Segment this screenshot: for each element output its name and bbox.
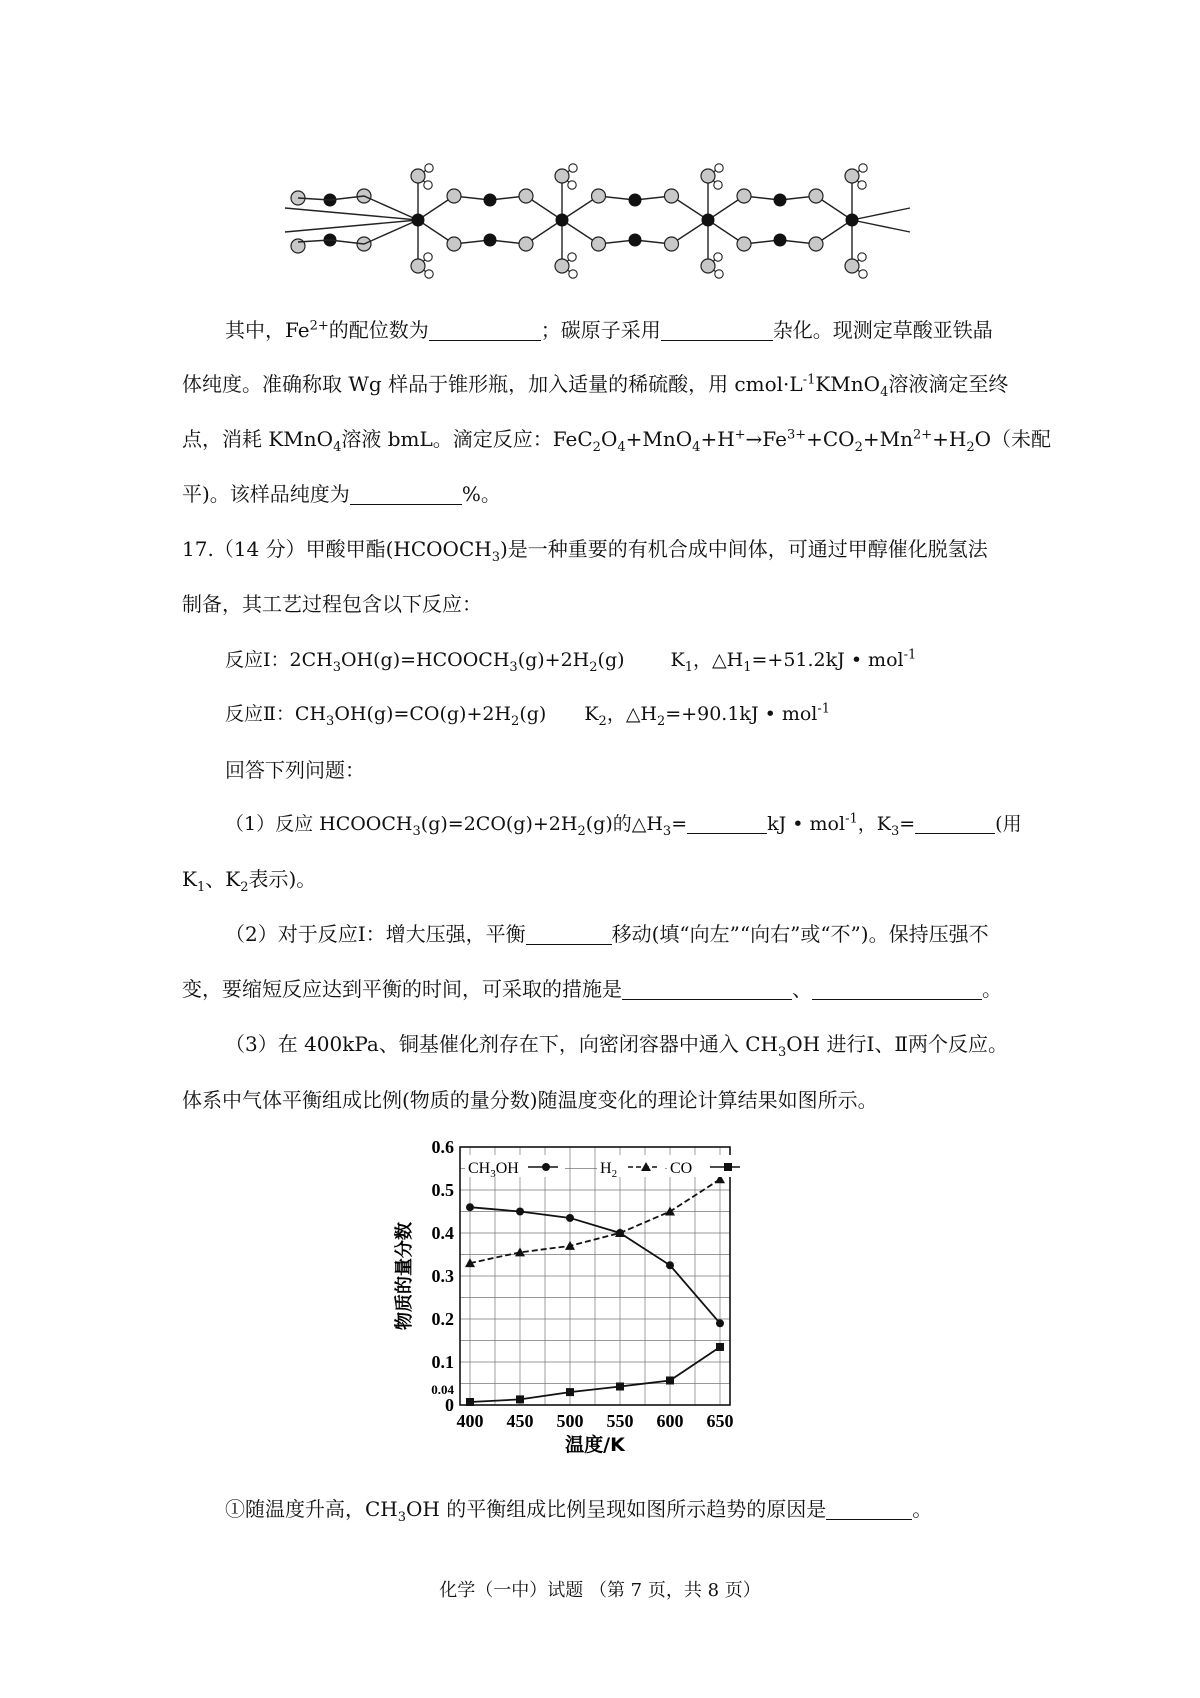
y-tick-label: 0.3 bbox=[431, 1266, 454, 1286]
answer-blank[interactable] bbox=[826, 1497, 912, 1520]
carbon-atom bbox=[774, 194, 787, 207]
oxygen-atom bbox=[519, 237, 533, 251]
iron-atom bbox=[846, 214, 859, 227]
y-tick-label: 0.6 bbox=[431, 1137, 454, 1157]
x-tick-label: 600 bbox=[656, 1411, 684, 1431]
legend-marker bbox=[724, 1163, 732, 1171]
data-point-co bbox=[666, 1376, 674, 1384]
water-oxygen-atom bbox=[411, 169, 425, 183]
data-point-h2 bbox=[665, 1207, 675, 1216]
data-point-co bbox=[516, 1395, 524, 1403]
paragraph-line: 制备，其工艺过程包含以下反应： bbox=[182, 592, 482, 616]
carbon-atom bbox=[484, 194, 497, 207]
hydrogen-atom bbox=[425, 270, 433, 278]
oxygen-atom bbox=[665, 237, 679, 251]
reaction-2: 反应Ⅱ：$CH_3OH(g)=CO(g)+2H_2(g)$ $K_2$，$\triangle H_2=+90.1kJ$ • mol$^{-1}$ bbox=[225, 701, 831, 729]
paragraph-line: 点，消耗 KMnO$_4$溶液 bmL。滴定反应：$FeC_2O_4+MnO_4+H^+\to Fe^{3+}+CO_2+Mn^{2+}+H_2O$（未配 bbox=[182, 427, 1052, 455]
hydrogen-atom bbox=[569, 164, 577, 172]
hydrogen-atom bbox=[715, 270, 723, 278]
data-point-ch3oh bbox=[466, 1203, 474, 1211]
hydrogen-atom bbox=[424, 253, 432, 261]
bond-line bbox=[852, 208, 910, 220]
bond-line bbox=[285, 220, 418, 232]
paragraph-line: 其中，$Fe^{2+}$的配位数为 ；碳原子采用 杂化。现测定草酸亚铁晶 bbox=[225, 318, 993, 342]
oxygen-atom bbox=[592, 237, 606, 251]
paragraph-line: 变，要缩短反应达到平衡的时间，可采取的措施是 、 。 bbox=[182, 977, 1002, 1001]
answer-blank[interactable] bbox=[812, 977, 982, 1000]
water-oxygen-atom bbox=[411, 259, 425, 273]
hydrogen-atom bbox=[858, 181, 866, 189]
sub-question-3: （3）在 400kPa、铜基催化剂存在下，向密闭容器中通入 $CH_3OH$ 进行Ⅰ、Ⅱ两个反应。 bbox=[225, 1032, 1008, 1060]
hydrogen-atom bbox=[568, 253, 576, 261]
chain-structure bbox=[285, 164, 910, 278]
water-oxygen-atom bbox=[555, 259, 569, 273]
carbon-atom bbox=[774, 234, 787, 247]
oxygen-atom bbox=[737, 237, 751, 251]
y-tick-label: 0.1 bbox=[431, 1352, 454, 1372]
reaction-1: 反应Ⅰ：$2CH_3OH(g)=HCOOCH_3(g)+2H_2(g)$ $K_1$，$\triangle H_1=+51.2kJ$ • mol$^{-1}$ bbox=[225, 647, 917, 675]
hydrogen-atom bbox=[715, 164, 723, 172]
oxygen-atom bbox=[809, 237, 823, 251]
x-tick-label: 400 bbox=[456, 1411, 484, 1431]
paragraph-line: 回答下列问题： bbox=[225, 758, 365, 782]
hydrogen-atom bbox=[569, 270, 577, 278]
oxygen-atom bbox=[447, 237, 461, 251]
x-tick-label: 550 bbox=[606, 1411, 634, 1431]
answer-blank[interactable] bbox=[429, 318, 541, 341]
oxygen-atom bbox=[665, 189, 679, 203]
hydrogen-atom bbox=[858, 253, 866, 261]
hydrogen-atom bbox=[568, 181, 576, 189]
legend-marker bbox=[542, 1163, 550, 1171]
iron-atom bbox=[702, 214, 715, 227]
hydrogen-atom bbox=[714, 253, 722, 261]
water-oxygen-atom bbox=[845, 259, 859, 273]
carbon-atom bbox=[484, 234, 497, 247]
data-point-co bbox=[566, 1388, 574, 1396]
chart-grid bbox=[460, 1147, 730, 1405]
data-point-ch3oh bbox=[666, 1261, 674, 1269]
oxygen-atom bbox=[592, 189, 606, 203]
sub-question-1: （1）反应 $HCOOCH_3(g)=2CO(g)+2H_2(g)$的$\triangle H_3=$ kJ • mol$^{-1}$，$K_3=$ (用 bbox=[225, 811, 1022, 839]
iron-atom bbox=[412, 214, 425, 227]
x-axis-label: 温度/K bbox=[565, 1434, 625, 1456]
hydrogen-atom bbox=[859, 164, 867, 172]
answer-blank[interactable] bbox=[350, 482, 462, 505]
bond-line bbox=[852, 220, 910, 232]
carbon-atom bbox=[629, 234, 642, 247]
legend-label: CO bbox=[670, 1160, 693, 1177]
sub-question-3-1: ①随温度升高，$CH_3OH$ 的平衡组成比例呈现如图所示趋势的原因是 。 bbox=[225, 1497, 933, 1525]
y-tick-label: 0.5 bbox=[431, 1180, 454, 1200]
coordination-chain-diagram bbox=[290, 160, 930, 290]
answer-blank[interactable] bbox=[915, 811, 995, 834]
paragraph-line: 体纯度。准确称取 Wg 样品于锥形瓶，加入适量的稀硫酸，用 $cmol\cdot L^{-1}KMnO_4$溶液滴定至终 bbox=[182, 372, 1009, 400]
answer-blank[interactable] bbox=[622, 977, 792, 1000]
hydrogen-atom bbox=[859, 270, 867, 278]
y-tick-label: 0.04 bbox=[431, 1381, 454, 1397]
chart-axes bbox=[393, 1137, 734, 1456]
x-tick-label: 650 bbox=[706, 1411, 734, 1431]
paragraph-line: 平)。该样品纯度为 %。 bbox=[182, 482, 501, 506]
carbon-atom bbox=[629, 194, 642, 207]
x-tick-label: 450 bbox=[506, 1411, 534, 1431]
hydrogen-atom bbox=[425, 164, 433, 172]
oxygen-atom bbox=[809, 189, 823, 203]
legend-label: $H_2$ bbox=[600, 1160, 618, 1180]
answer-blank[interactable] bbox=[687, 811, 767, 834]
hydrogen-atom bbox=[424, 181, 432, 189]
data-point-ch3oh bbox=[566, 1214, 574, 1222]
answer-blank[interactable] bbox=[526, 922, 612, 945]
question-17-title: 17.（14 分）甲酸甲酯$(HCOOCH_3)$是一种重要的有机合成中间体，可通过甲醇催化脱氢法 bbox=[182, 537, 988, 565]
legend-label: $CH_3OH$ bbox=[468, 1160, 519, 1180]
paragraph-line: 体系中气体平衡组成比例(物质的量分数)随温度变化的理论计算结果如图所示。 bbox=[182, 1088, 878, 1112]
y-tick-label: 0 bbox=[445, 1395, 454, 1415]
page-footer: 化学（一中）试题 （第 7 页，共 8 页） bbox=[439, 1580, 761, 1601]
answer-blank[interactable] bbox=[661, 318, 773, 341]
y-tick-label: 0.4 bbox=[431, 1223, 454, 1243]
y-tick-label: 0.2 bbox=[431, 1309, 454, 1329]
oxygen-atom bbox=[737, 189, 751, 203]
x-tick-label: 500 bbox=[556, 1411, 584, 1431]
mole-fraction-chart bbox=[394, 1125, 820, 1465]
water-oxygen-atom bbox=[701, 259, 715, 273]
sub-question-2: （2）对于反应Ⅰ：增大压强，平衡 移动(填“向左”“向右”或“不”)。保持压强不 bbox=[225, 922, 989, 946]
data-point-co bbox=[716, 1343, 724, 1351]
water-oxygen-atom bbox=[701, 169, 715, 183]
hydrogen-atom bbox=[714, 181, 722, 189]
y-axis-label: 物质的量分数 bbox=[394, 1222, 415, 1330]
paragraph-line: $K_1$、$K_2$表示)。 bbox=[182, 867, 317, 895]
data-point-co bbox=[616, 1383, 624, 1391]
water-oxygen-atom bbox=[555, 169, 569, 183]
oxygen-atom bbox=[447, 189, 461, 203]
data-point-ch3oh bbox=[516, 1208, 524, 1216]
iron-atom bbox=[556, 214, 569, 227]
data-point-h2 bbox=[565, 1241, 575, 1250]
bond-line bbox=[285, 208, 418, 220]
water-oxygen-atom bbox=[845, 169, 859, 183]
chart-legend bbox=[465, 1155, 747, 1180]
data-point-ch3oh bbox=[716, 1319, 724, 1327]
oxygen-atom bbox=[519, 189, 533, 203]
